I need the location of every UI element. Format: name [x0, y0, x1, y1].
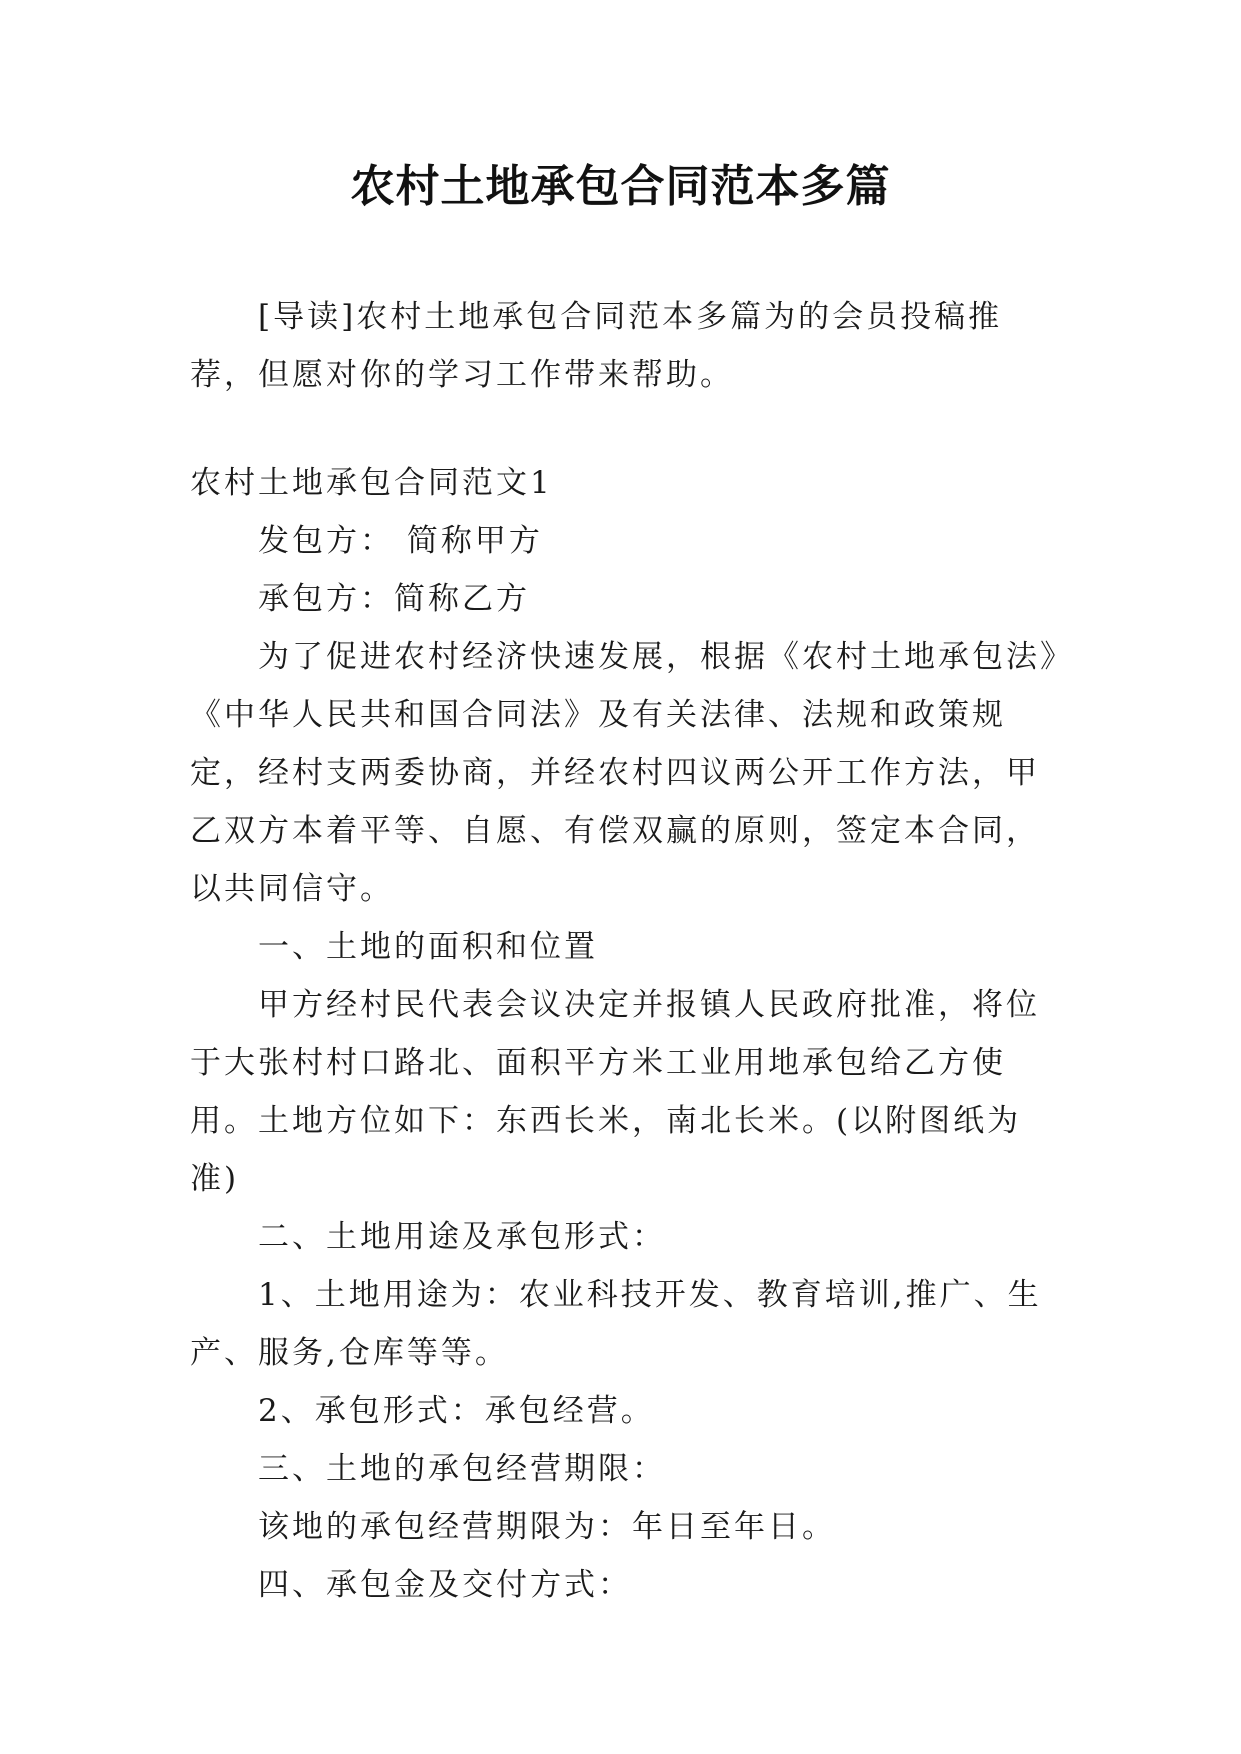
heading-payment: 四、承包金及交付方式： — [258, 1567, 632, 1603]
paragraph-land-location: 甲方经村民代表会议决定并报镇人民政府批准，将位于大张村村口路北、面积平方米工业用地承包给乙方使用。土地方位如下：东西长米，南北长米。(以附图纸为准) — [190, 987, 1040, 1197]
document-title: 农村土地承包合同范本多篇 — [350, 161, 891, 212]
heading-term: 三、土地的承包经营期限： — [258, 1451, 666, 1487]
paragraph-land-use: 1、土地用途为：农业科技开发、教育培训,推广、生产、服务,仓库等等。 — [190, 1277, 1042, 1371]
section-title: 农村土地承包合同范文1 — [190, 465, 553, 501]
paragraph-contractor: 承包方：简称乙方 — [258, 581, 530, 617]
document-body — [190, 288, 1060, 1614]
heading-land-use: 二、土地用途及承包形式： — [258, 1219, 666, 1255]
heading-land-area: 一、土地的面积和位置 — [258, 929, 598, 965]
paragraph-contract-form: 2、承包形式：承包经营。 — [258, 1393, 655, 1429]
paragraph-employer: 发包方： 简称甲方 — [258, 523, 543, 559]
paragraph-term: 该地的承包经营期限为：年日至年日。 — [258, 1509, 836, 1545]
intro-paragraph: [导读]农村土地承包合同范本多篇为的会员投稿推荐，但愿对你的学习工作带来帮助。 — [190, 299, 1003, 393]
paragraph-preamble: 为了促进农村经济快速发展，根据《农村土地承包法》《中华人民共和国合同法》及有关法律、法规和政策规定，经村支两委协商，并经农村四议两公开工作方法，甲乙双方本着平等、自愿、有偿双赢的原则，签定本合同，以共同信守。 — [190, 639, 1059, 907]
